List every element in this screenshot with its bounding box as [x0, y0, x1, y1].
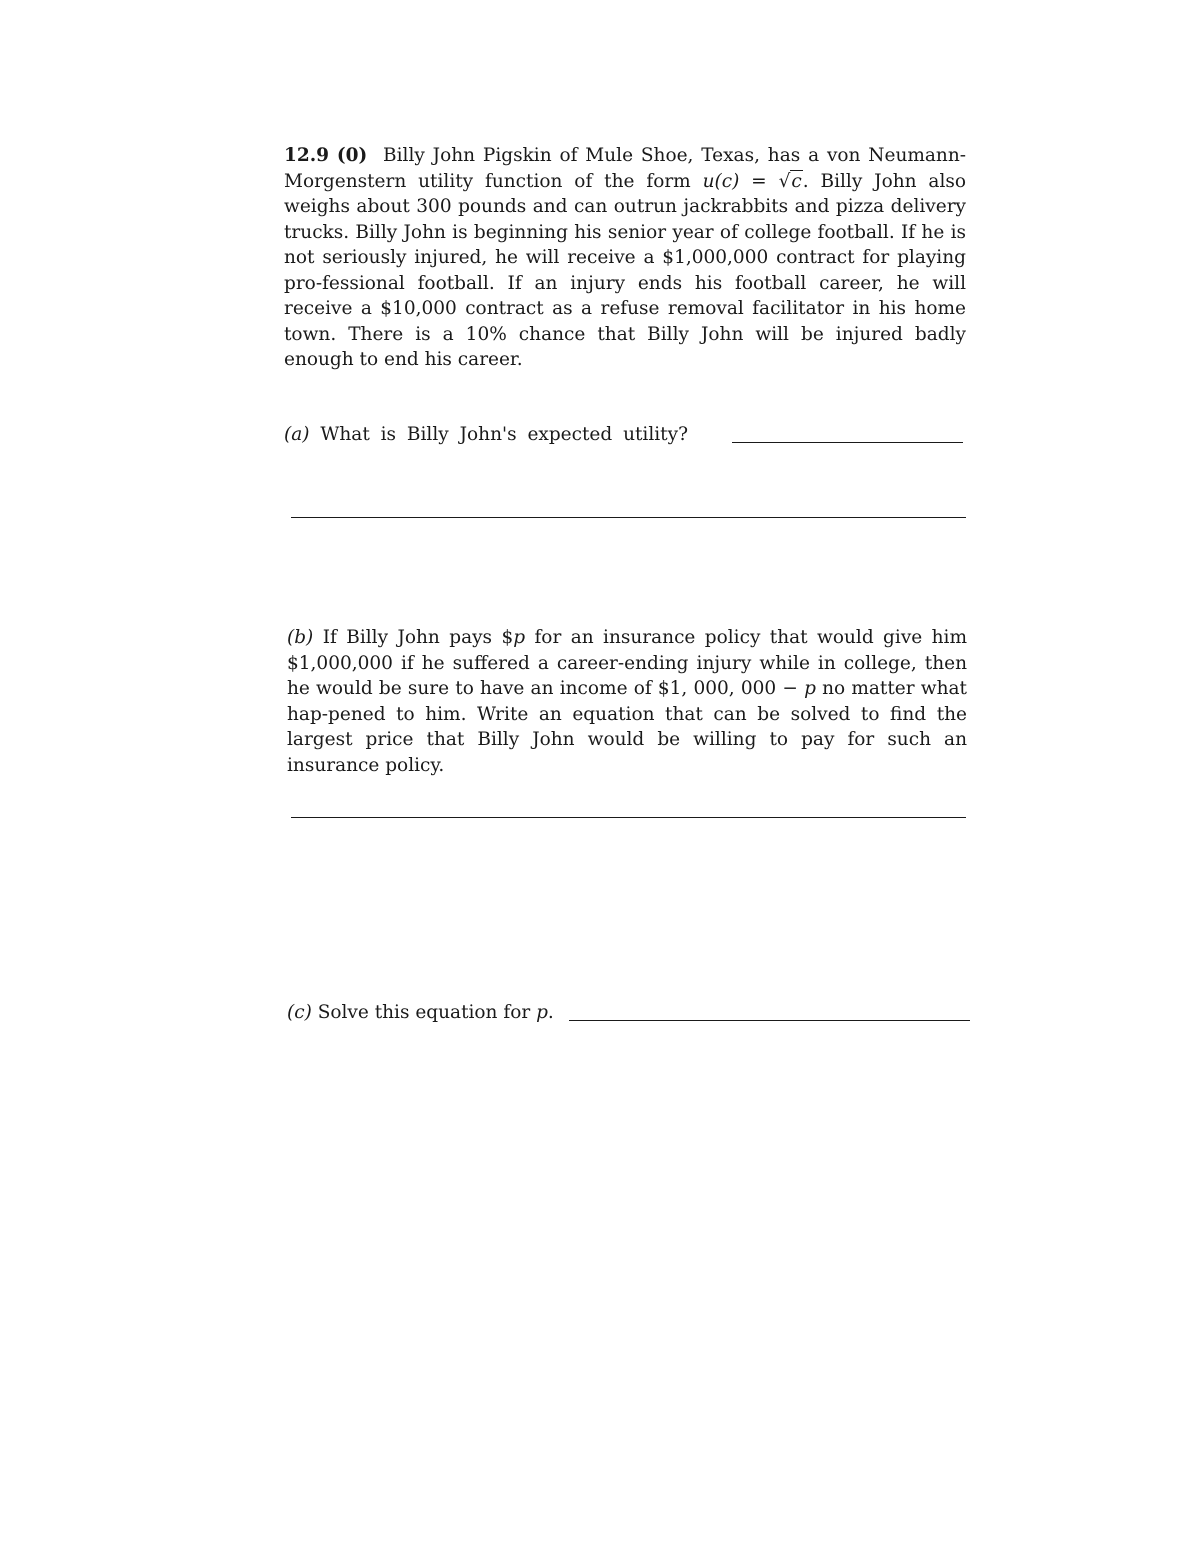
part-c-label: (c) [287, 1002, 312, 1023]
part-b-question [287, 625, 967, 778]
part-c-text: Solve this equation for [317, 1002, 537, 1023]
part-a-label: (a) [284, 424, 310, 445]
part-b-var-p-2: p [804, 678, 816, 699]
part-a-question [284, 422, 688, 448]
part-b-text-3: no matter what hap-pened to him. Write an equation that can be solved to find the largest price that Billy John would be willing to pay for such an insurance policy. [287, 678, 967, 776]
problem-text-body: . Billy John also weighs about 300 pounds and can outrun jackrabbits and pizza delivery trucks. Billy John is beginning his senior year of college football. If he is not seriously injured, he will receive a $1,000,000 contract for playing pro-fessional football. If an injury ends his football career, he will receive a $10,000 contract as a refuse removal facilitator in his home town. There is a 10% chance that Billy John will be injured badly enough to end his career. [284, 170, 966, 370]
problem-difficulty: (0) [336, 145, 368, 166]
part-b-text-2: for an insurance policy that would give him $1,000,000 if he suffered a career-ending injury while in college, then he would be sure to have an income of $1, 000, 000 − [287, 627, 967, 699]
part-b-answer-line[interactable] [291, 817, 966, 818]
part-c-end: . [547, 1002, 554, 1023]
problem-text-intro: Billy John Pigskin of Mule Shoe, Texas, has a von Neumann-Morgenstern utility function of the form [284, 145, 967, 192]
part-a-answer-line-full[interactable] [291, 517, 966, 518]
utility-formula-lhs: u(c) = [702, 170, 779, 192]
radical-sign: √ [778, 170, 791, 192]
problem-number: 12.9 [284, 145, 330, 166]
part-b-label: (b) [287, 627, 314, 648]
part-b-var-p: p [513, 627, 526, 648]
part-c-answer-line[interactable] [569, 1020, 970, 1021]
utility-formula-sqrt [779, 169, 803, 195]
part-c-question [287, 1000, 554, 1026]
part-b-text-1: If Billy John pays $ [322, 627, 514, 648]
part-a-answer-line-short[interactable] [732, 442, 963, 443]
radicand: c [791, 170, 802, 192]
problem-statement [284, 143, 966, 373]
part-c-var-p: p [536, 1002, 548, 1023]
part-a-text: What is Billy John's expected utility? [320, 424, 688, 445]
